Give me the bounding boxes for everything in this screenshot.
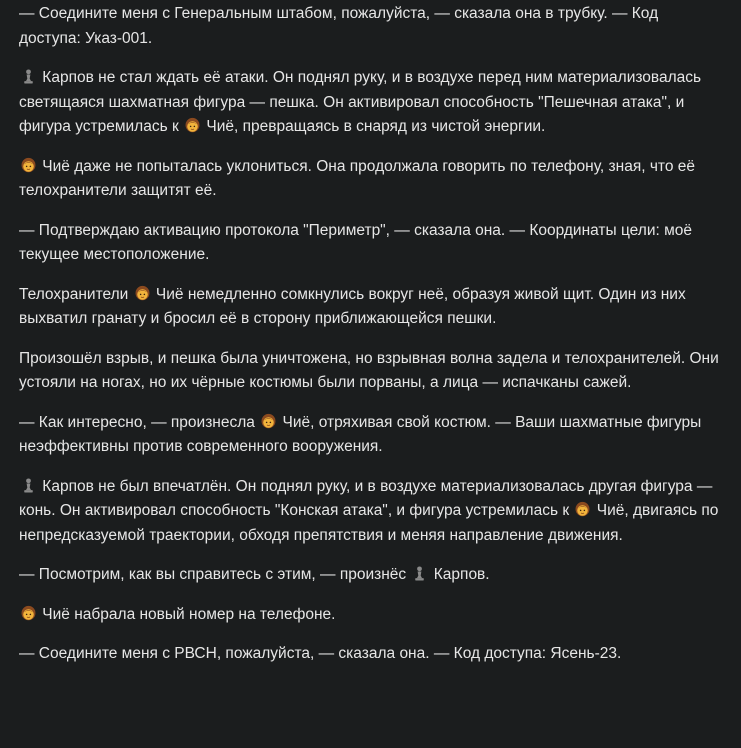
girl-face-icon: [184, 117, 201, 134]
message-paragraph: [19, 66, 721, 140]
paragraph-text: — Соедините меня с Генеральным штабом, пожалуйста, — сказала она в трубку. — Код доступа: Указ-001.: [19, 5, 659, 47]
girl-face-icon: [574, 501, 591, 518]
message-paragraph: [19, 2, 721, 51]
paragraph-text: Карпов не стал ждать её атаки. Он поднял руку, и в воздухе перед ним материализовалась светящаяся шахматная фигура — пешка. Он активировал способность "Пешечная атака", и фигура устремилась к: [19, 69, 702, 135]
paragraph-text: Произошёл взрыв, и пешка была уничтожена, но взрывная волна задела и телохранителей. Они устояли на ногах, но их чёрные костюмы были порваны, а лица — испачканы сажей.: [19, 349, 719, 391]
message-paragraph: [19, 219, 721, 268]
paragraph-text: — Соедините меня с РВСН, пожалуйста, — сказала она. — Код доступа: Ясень-23.: [19, 645, 622, 662]
chess-pawn-icon: [411, 565, 428, 582]
paragraph-text: Телохранители: [19, 285, 133, 303]
paragraph-text: Чиё даже не попыталась уклониться. Она продолжала говорить по телефону, зная, что её телохранители защитят её.: [19, 157, 696, 199]
paragraph-text: Чиё, отряхивая свой костюм. — Ваши шахматные фигуры неэффективны против современного вооружения.: [19, 413, 702, 455]
message-paragraph: [19, 642, 721, 667]
chess-pawn-icon: [20, 68, 37, 85]
paragraph-text: Чиё, двигаясь по непредсказуемой траектории, обходя препятствия и меняя направление движения.: [19, 502, 719, 544]
paragraph-text: Карпов не был впечатлён. Он поднял руку, и в воздухе материализовалась другая фигура — конь. Он активировал способность "Конская атака", и фигура устремилась к: [19, 477, 713, 519]
message-paragraph: [19, 411, 721, 460]
girl-face-icon: [134, 285, 151, 302]
message-paragraph: [19, 283, 721, 332]
girl-face-icon: [260, 413, 277, 430]
message-paragraph: [19, 347, 721, 396]
message-paragraph: [19, 563, 721, 588]
paragraph-text: — Посмотрим, как вы справитесь с этим, — произнёс: [19, 566, 411, 583]
girl-face-icon: [20, 605, 37, 622]
paragraph-text: Чиё немедленно сомкнулись вокруг неё, образуя живой щит. Один из них выхватил гранату и бросил её в сторону приближающейся пешки.: [19, 285, 686, 327]
paragraph-text: — Подтверждаю активацию протокола "Периметр", — сказала она. — Координаты цели: моё текущее местоположение.: [19, 221, 692, 263]
message-paragraph: [19, 155, 721, 204]
paragraph-text: — Как интересно, — произнесла: [19, 413, 260, 431]
message-paragraph: [19, 475, 721, 549]
girl-face-icon: [20, 157, 37, 174]
message-paragraph: [19, 603, 721, 628]
chess-pawn-icon: [20, 477, 37, 494]
paragraph-text: Чиё, превращаясь в снаряд из чистой энергии.: [202, 118, 546, 135]
paragraph-text: Чиё набрала новый номер на телефоне.: [38, 605, 336, 623]
paragraph-text: Карпов.: [429, 566, 490, 583]
